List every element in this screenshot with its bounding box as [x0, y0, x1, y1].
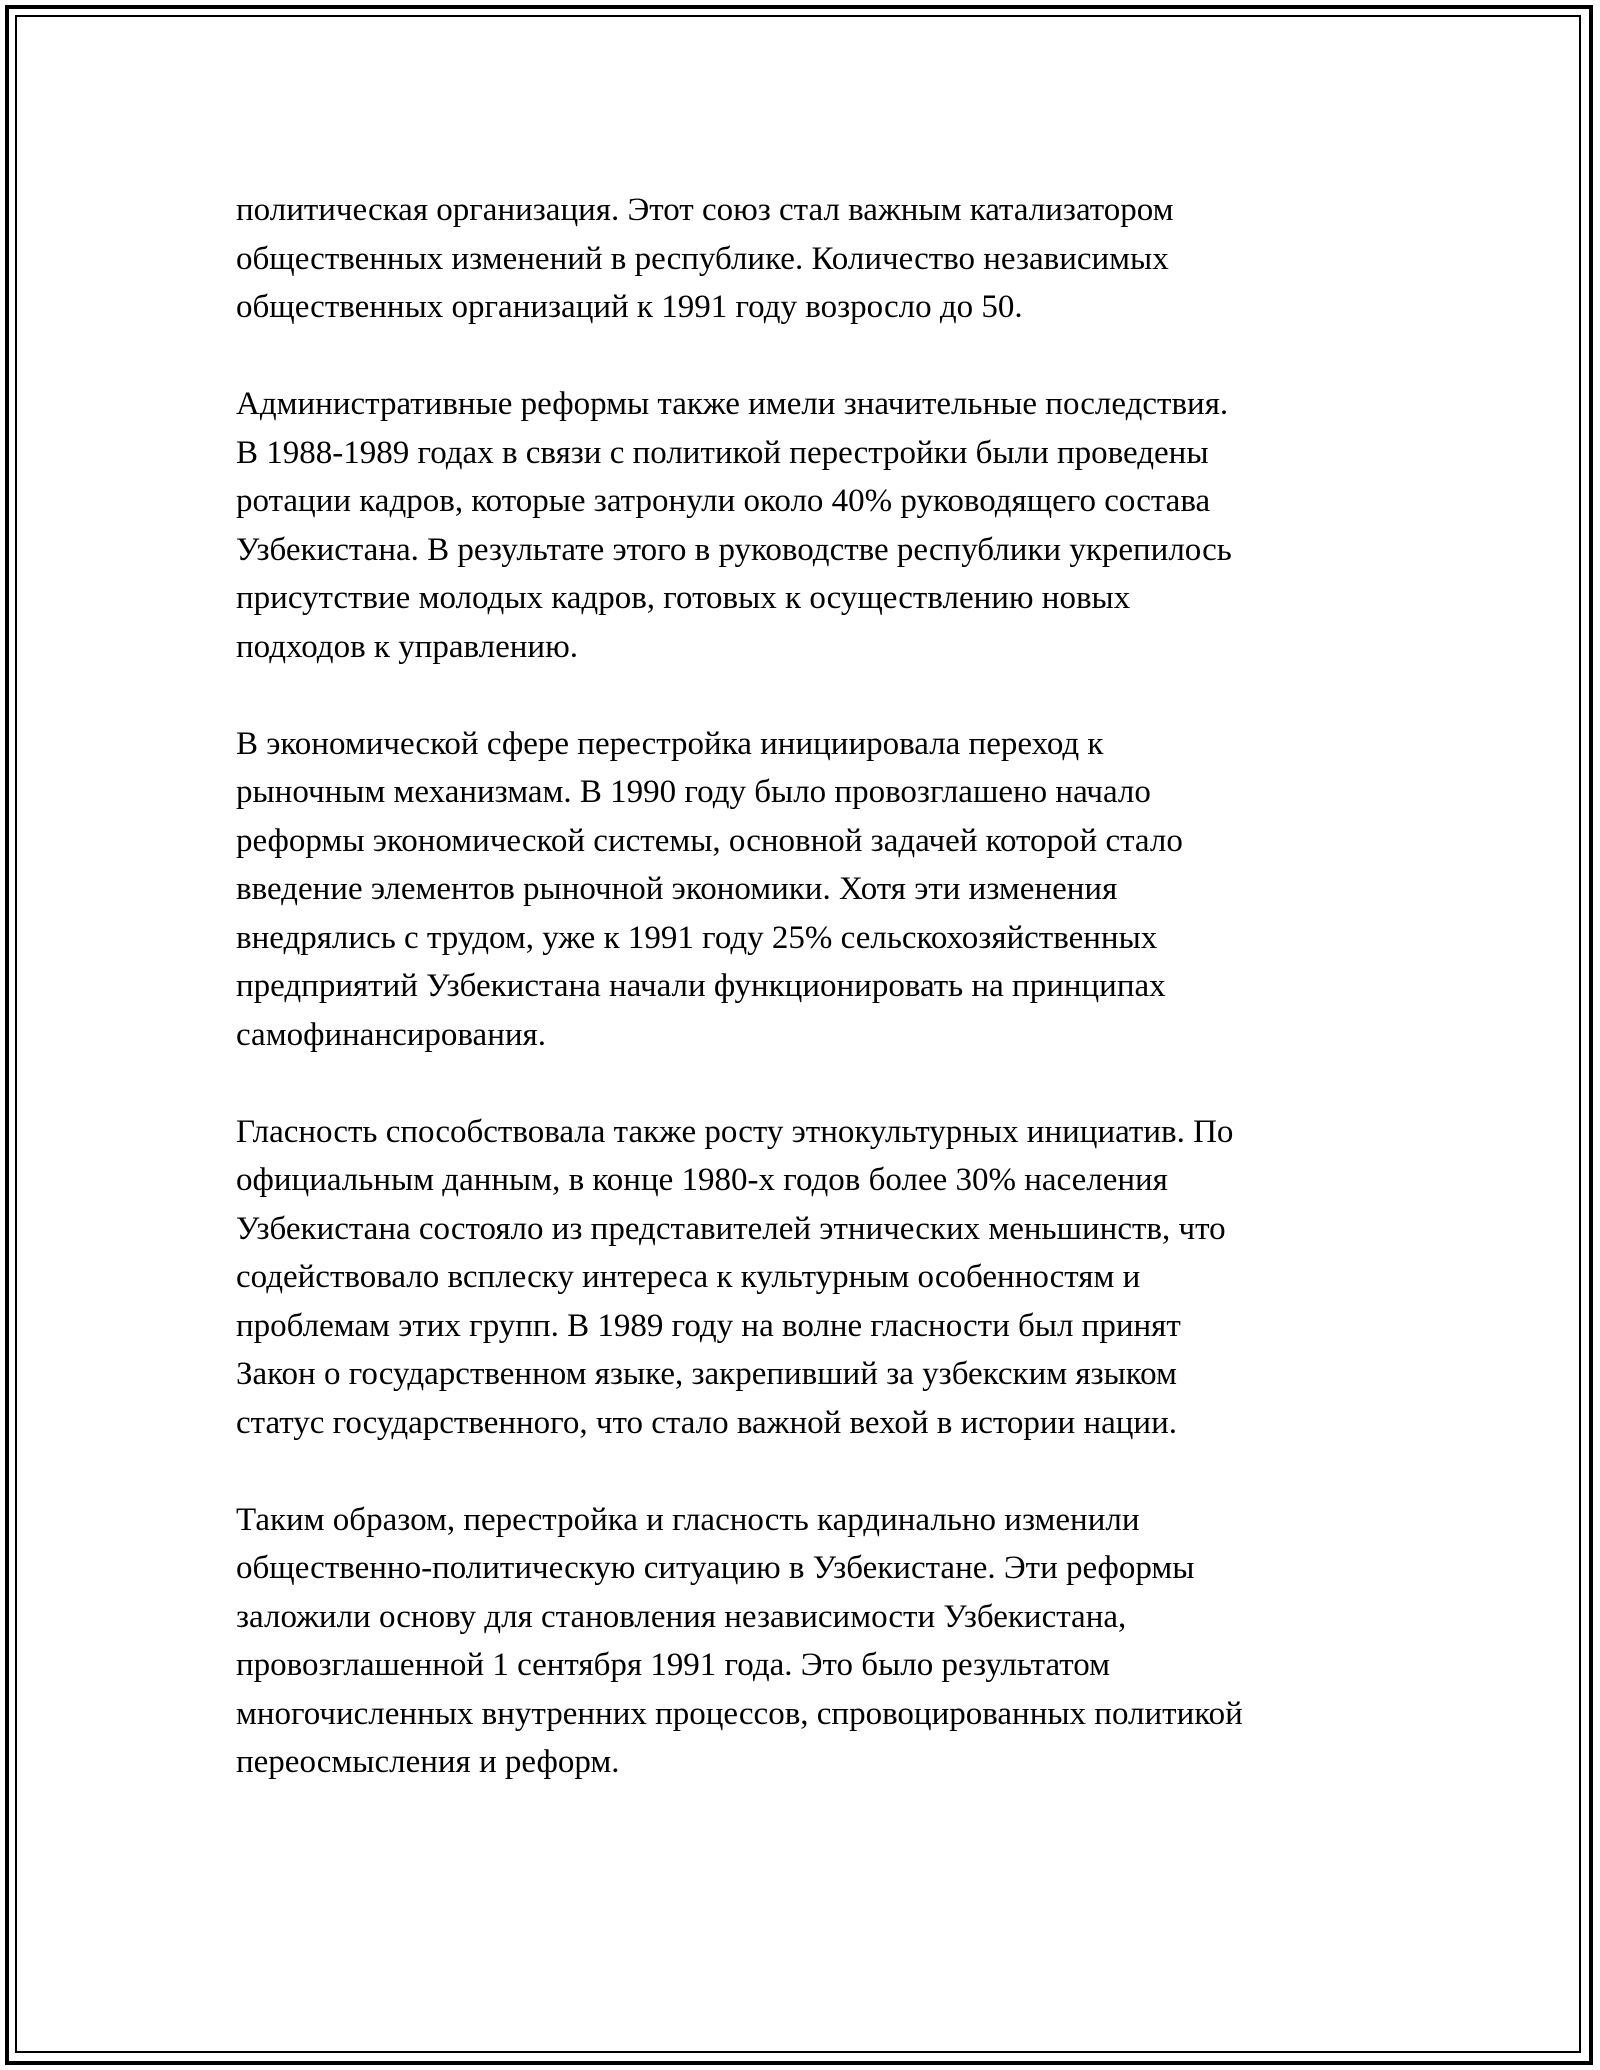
paragraph-2: Административные реформы также имели значительные последствия. В 1988-1989 годах в связи с политикой перестройки были проведены ротации кадров, которые затронули около 40% руководящего состава Узбекистана. В результате этого в руководстве республики укрепилось присутствие молодых кадров, готовых к осуществлению новых подходов к управлению.: [236, 386, 1232, 665]
paragraph-5: Таким образом, перестройка и гласность кардинально изменили общественно-политическую ситуацию в Узбекистане. Эти реформы заложили основу для становления независимости Узбекистана, провозглашенной 1 сентября 1991 года. Это было результатом многочисленных внутренних процессов, спровоцированных политикой переосмысления и реформ.: [236, 1501, 1243, 1780]
paragraph-1: политическая организация. Этот союз стал важным катализатором общественных изменений в республике. Количество независимых общественных организаций к 1991 году возросло до 50.: [236, 192, 1174, 325]
document-body: [236, 186, 1376, 1835]
paragraph-3: В экономической сфере перестройка инициировала переход к рыночным механизмам. В 1990 году было провозглашено начало реформы экономической системы, основной задачей которой стало введение элементов рыночной экономики. Хотя эти изменения внедрялись с трудом, уже к 1991 году 25% сельскохозяйственных предприятий Узбекистана начали функционировать на принципах самофинансирования.: [236, 725, 1183, 1053]
paragraph-4: Гласность способствовала также росту этнокультурных инициатив. По официальным данным, в конце 1980-х годов более 30% населения Узбекистана состояло из представителей этнических меньшинств, что содействовало всплеску интереса к культурным особенностям и проблемам этих групп. В 1989 году на волне гласности был принят Закон о государственном языке, закрепивший за узбекским языком статус государственного, что стало важной вехой в истории нации.: [236, 1113, 1234, 1441]
